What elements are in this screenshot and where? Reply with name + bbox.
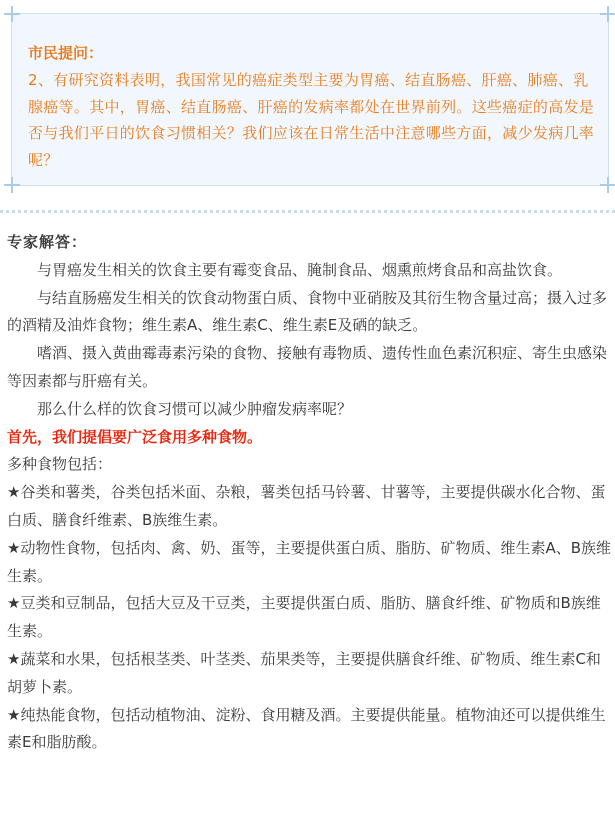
food-list-item: ★谷类和薯类，谷类包括米面、杂粮，薯类包括马铃薯、甘薯等，主要提供碳水化合物、蛋白质、膳食纤维素、B族维生素。 — [7, 483, 606, 529]
corner-cross-icon — [4, 6, 20, 22]
corner-cross-icon — [600, 6, 615, 22]
answer-paragraph: 那么什么样的饮食习惯可以减少肿瘤发病率呢？ — [37, 399, 353, 418]
answer-paragraph: 与胃癌发生相关的饮食主要有霉变食品、腌制食品、烟熏煎烤食品和高盐饮食。 — [37, 260, 563, 279]
answer-paragraph: 嗜酒、摄入黄曲霉毒素污染的食物、接触有毒物质、遗传性血色素沉积症、寄生虫感染等因素都与肝癌有关。 — [7, 344, 608, 390]
answer-title: 专家解答： — [7, 233, 88, 251]
list-intro: 多种食物包括： — [7, 455, 113, 474]
highlight-sentence: 首先，我们提倡要广泛食用多种食物。 — [7, 427, 263, 446]
question-text: 2、有研究资料表明，我国常见的癌症类型主要为胃癌、结直肠癌、肝癌、肺癌、乳腺癌等。其中，胃癌、结直肠癌、肝癌的发病率都处在世界前列。这些癌症的高发是否与我们平日的饮食习惯相关？我们应该在日常生活中注意哪些方面，减少发病几率呢？ — [28, 71, 595, 169]
food-list-item: ★动物性食物，包括肉、禽、奶、蛋等，主要提供蛋白质、脂肪、矿物质、维生素A、B族维生素。 — [7, 538, 612, 585]
corner-cross-icon — [4, 177, 20, 193]
food-list-item: ★蔬菜和水果，包括根茎类、叶茎类、茄果类等，主要提供膳食纤维、矿物质、维生素C和胡萝卜素。 — [7, 649, 601, 696]
question-title: 市民提问： — [28, 44, 104, 62]
question-box — [11, 13, 609, 186]
answer-section — [7, 229, 611, 757]
answer-paragraph: 与结直肠癌发生相关的饮食动物蛋白质、食物中亚硝胺及其衍生物含量过高；摄入过多的酒精及油炸食物；维生素A、维生素C、维生素E及硒的缺乏。 — [7, 288, 608, 335]
food-list-item: ★纯热能食物，包括动植物油、淀粉、食用糖及酒。主要提供能量。植物油还可以提供维生素E和脂肪酸。 — [7, 705, 606, 752]
corner-cross-icon — [600, 177, 615, 193]
food-list-item: ★豆类和豆制品，包括大豆及干豆类，主要提供蛋白质、脂肪、膳食纤维、矿物质和B族维生素。 — [7, 594, 601, 641]
dotted-divider — [0, 210, 615, 213]
